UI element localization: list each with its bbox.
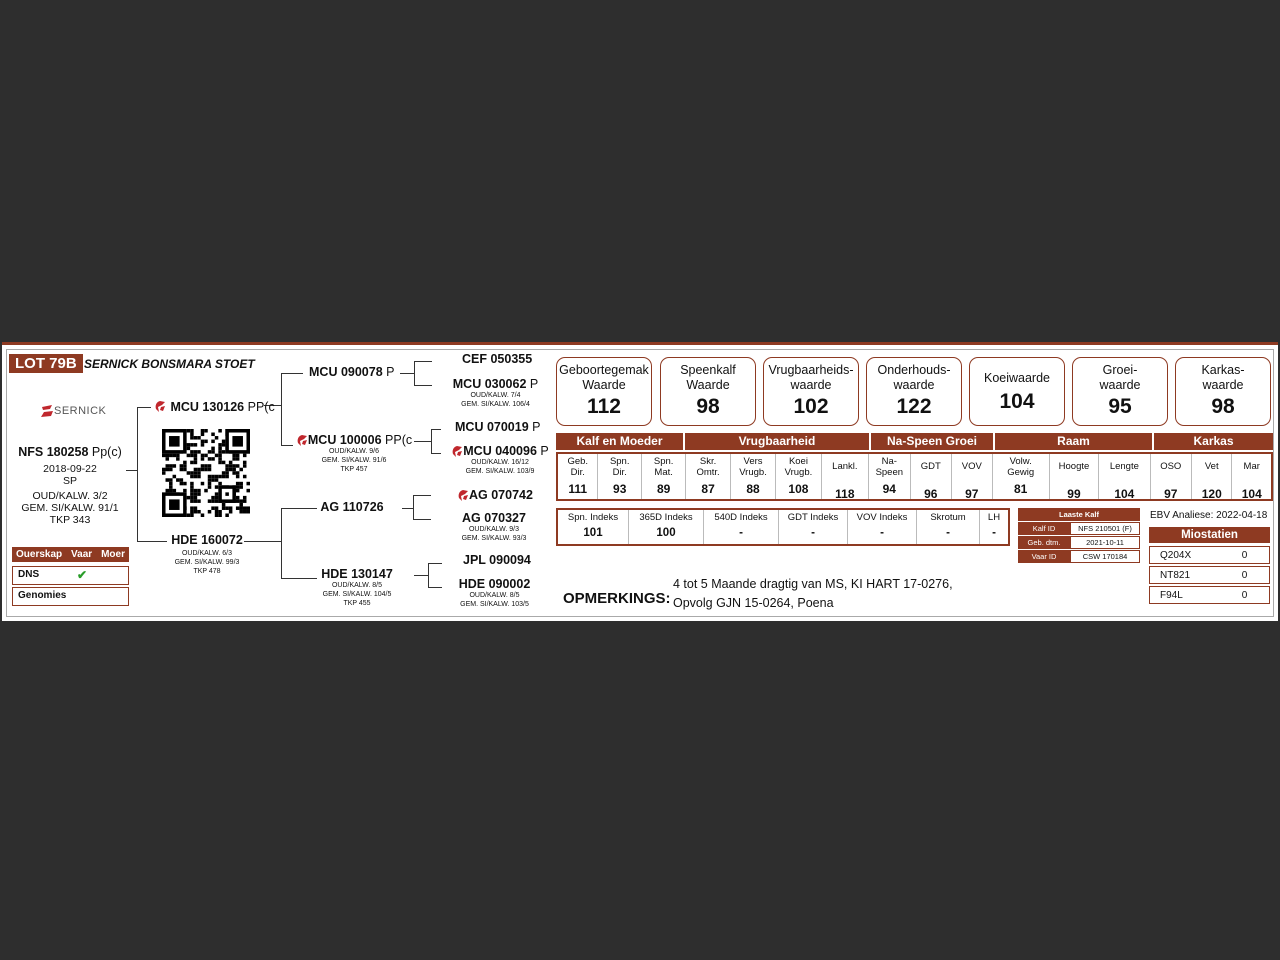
trait-label [1192,454,1231,487]
trait-label-line1: GDT [920,461,941,472]
dam-dam-line3: TKP 455 [343,600,371,607]
dam-line1: OUD/KALW. 6/3 [181,550,233,557]
trait-label [1151,454,1191,487]
trait-label [1099,454,1149,487]
gen3-sdd [444,444,556,476]
sire-dam-suffix: PP(c [385,433,413,447]
gen3-ddd-line1: OUD/KALW. 8/5 [469,592,520,599]
index-value: - [880,527,884,539]
ebv-box-label [867,363,961,393]
trait-label-line1: Spn. [609,456,630,467]
gen3-sds-suffix: P [532,420,541,434]
sire-dam [294,433,414,474]
trait-label [686,454,729,482]
trait-label [642,454,685,482]
trait-value: 97 [965,487,979,501]
index-label: GDT Indeks [787,512,839,523]
sire-sire-suffix: P [386,365,395,379]
group-vrugbaarheid: Vrugbaarheid [685,433,869,450]
ebv-label-line2: waarde [1202,378,1244,392]
trait-label-line2: Gewig [1007,467,1035,478]
trait-label-line2: Dir. [612,467,627,478]
trait-label [598,454,640,482]
ebv-analysis-date: EBV Analiese: 2022-04-18 [1150,510,1268,521]
index-cell [778,510,847,544]
index-row [556,508,1010,546]
animal-info [10,445,130,526]
trait-cell [910,454,951,499]
trait-value: 97 [1164,487,1178,501]
ownership-header [12,547,129,562]
gen3-ddd-line2: GEM. SI/KALW. 103/5 [460,601,529,608]
group-raam: Raam [995,433,1152,450]
myostatin-value: 0 [1241,569,1248,581]
sire-id: MCU 130126 [170,400,245,414]
ebv-box [1072,357,1168,426]
trait-cell [685,454,729,499]
gen3-sdd-line2: GEM. SI/KALW. 103/9 [465,468,535,475]
trait-value: 93 [613,482,627,496]
trait-value: 118 [835,487,855,501]
animal-tkp: TKP 343 [49,514,91,526]
trait-label-line1: Vet [1204,461,1219,472]
ebv-label-line1: Speenkalf [680,363,736,377]
ebv-label-line1: Geboortegemak [559,363,649,377]
ebv-label-line1: Karkas- [1201,363,1245,377]
trait-cell [558,454,597,499]
trait-value: 88 [746,482,760,496]
gen3-dsd-line2: GEM. SI/KALW. 93/3 [461,535,527,542]
ebv-box-value: 104 [999,390,1035,413]
gen3-dsd-id: AG 070327 [462,511,526,525]
trait-label [822,454,868,487]
trait-cell [951,454,991,499]
gen3-ssd-suffix: P [529,377,539,391]
gen3-ddd [447,577,542,609]
last-calf-key: Vaar ID [1018,550,1070,563]
last-calf-value: NFS 210501 (F) [1070,522,1140,535]
ebv-box-label [1176,363,1270,393]
trait-label-line1: Volw. [1009,456,1032,467]
ownership-label: DNS [18,569,40,580]
trait-cell [1150,454,1191,499]
last-calf-value: CSW 170184 [1070,550,1140,563]
ebv-box [763,357,859,426]
gen3-ssd-line2: GEM. SI/KALW. 106/4 [461,401,530,408]
lot-card [2,342,1278,621]
ebv-label-line1: Vrugbaarheids- [768,363,854,377]
trait-value: 81 [1013,482,1028,496]
trait-value: 87 [701,482,715,496]
last-calf-value: 2021-10-11 [1070,536,1140,549]
trait-label-line1: Na- [881,456,897,467]
ownership-col: Vaar [71,549,93,560]
group-kalf-en-moeder: Kalf en Moeder [556,433,683,450]
trait-label [558,454,597,482]
index-cell [979,510,1008,544]
trait-label-line2: Vrugb. [784,467,813,478]
ebv-box-value: 112 [587,395,621,418]
trait-label-line1: Lengte [1109,461,1139,472]
trait-label [1050,454,1098,487]
ebv-box-value: 102 [793,395,829,418]
myostatin-value: 0 [1241,589,1248,601]
animal-tag: SP [62,475,77,487]
gen3-dss-id: AG 070742 [469,488,533,502]
index-label: Spn. Indeks [567,512,619,523]
trait-value: 111 [568,482,588,496]
ebv-box-label [970,371,1064,386]
animal-suffix: Pp(c) [91,445,122,459]
trait-label [869,454,909,482]
ebv-box-value: 98 [1211,395,1235,418]
brand-name: SERNICK [54,405,107,417]
index-value: - [946,527,950,539]
trait-cell [1049,454,1098,499]
dam-id: HDE 160072 [171,533,243,547]
trait-label [1232,454,1271,487]
index-cell [916,510,979,544]
index-cell [628,510,703,544]
dam-dam-line2: GEM. SI/KALW. 104/5 [322,591,392,598]
animal-oud-kalw: OUD/KALW. 3/2 [32,490,108,502]
index-label: 365D Indeks [639,512,693,523]
trait-label [952,454,991,487]
trait-cell [992,454,1049,499]
gen3-sdd-suffix: P [540,444,549,458]
ebv-box-value: 98 [696,395,720,418]
index-label: LH [987,512,1001,523]
group-na-speen-groei: Na-Speen Groei [871,433,993,450]
dam-line3: TKP 478 [193,568,221,575]
myostatin-title: Miostatien [1149,527,1270,543]
trait-cell [641,454,685,499]
last-calf-rows [1018,522,1140,563]
remarks-line1: 4 tot 5 Maande dragtig van MS, KI HART 17-0276, [673,577,953,591]
brand-mark-icon [40,404,54,418]
ebv-label-line2: waarde [893,378,935,392]
ebv-label-line1: Koeiwaarde [983,371,1050,385]
gen3-sdd-id: MCU 040096 [463,444,537,458]
myostatin-row [1149,566,1270,584]
trait-label-line1: VOV [961,461,982,472]
index-value: 101 [583,527,603,539]
myostatin [1149,527,1270,604]
trait-label-line1: Mar [1243,461,1260,472]
ebv-box-value: 122 [896,395,932,418]
trait-label [776,454,820,482]
trait-cell [730,454,775,499]
ebv-box-label [1073,363,1167,393]
sire-sire-id: MCU 090078 [309,365,383,379]
last-calf-title: Laaste Kalf [1018,508,1140,521]
myostatin-marker: F94L [1160,589,1183,601]
brand-mark-icon [154,400,167,413]
myostatin-marker: NT821 [1160,569,1191,581]
ebv-box-value: 95 [1108,395,1132,418]
gen3-dds: JPL 090094 [463,553,531,567]
sire [154,400,275,414]
sire-dam-line2: GEM. SI/KALW. 91/6 [321,457,387,464]
sire-dam-line3: TKP 457 [340,466,368,473]
check-icon: ✔ [77,568,88,582]
ebv-box [866,357,962,426]
trait-label-line2: Mat. [654,467,673,478]
ebv-label-line2: waarde [1099,378,1141,392]
trait-label-line2: Dir. [570,467,585,478]
index-value: 100 [656,527,676,539]
ebv-label-line1: Groei- [1102,363,1138,377]
gen3-sdd-line1: OUD/KALW. 16/12 [471,459,529,466]
dam-sire-id: AG 110726 [320,500,384,514]
ebv-label-line1: Onderhouds- [877,363,951,377]
trait-value: 89 [656,482,671,496]
last-calf [1018,508,1140,563]
index-value: - [992,527,996,539]
ebv-box-label [557,363,651,393]
ebv-label-line2: Waarde [582,378,626,392]
index-label: VOV Indeks [856,512,908,523]
trait-label-line2: Omtr. [696,467,720,478]
myostatin-row [1149,586,1270,604]
trait-cell [775,454,820,499]
trait-label [731,454,775,482]
remarks-label: OPMERKINGS: [563,590,671,607]
trait-label-line1: OSO [1160,461,1182,472]
gen3-sds-id: MCU 070019 [455,420,529,434]
gen3-ddd-id: HDE 090002 [458,577,531,591]
group-karkas: Karkas [1154,433,1273,450]
last-calf-row [1018,550,1140,563]
remarks-text [673,575,953,613]
trait-label [993,454,1049,482]
gen3-ssd-id: MCU 030062 [452,377,527,391]
trait-cell [597,454,640,499]
sire-sire [309,365,394,379]
trait-value: 108 [788,482,809,496]
lot-badge: LOT 79B [9,354,83,373]
trait-label [911,454,951,487]
sire-dam-line1: OUD/KALW. 9/6 [328,448,380,455]
trait-cell [1098,454,1149,499]
myostatin-marker: Q204X [1160,549,1192,561]
index-value: - [739,527,743,539]
trait-label-line2: Speen [875,467,904,478]
trait-label-line1: Geb. [567,456,589,467]
sernick-logo [40,403,110,419]
trait-label-line2: Vrugb. [739,467,767,478]
last-calf-key: Kalf ID [1018,522,1070,535]
animal-gem: GEM. SI/KALW. 91/1 [21,502,119,514]
dam-dam-line1: OUD/KALW. 8/5 [331,582,383,589]
trait-label-line1: Skr. [699,456,717,467]
gen3-ssd-line1: OUD/KALW. 7/4 [470,392,521,399]
trait-value: 120 [1201,487,1222,501]
ownership-table [12,547,129,606]
ownership-col: Ouerskap [16,549,63,560]
trait-value: 104 [1114,487,1135,501]
gen3-dsd-line1: OUD/KALW. 9/3 [468,526,520,533]
trait-label-line1: Spn. [653,456,674,467]
trait-value: 96 [924,487,938,501]
trait-values-box [556,452,1273,501]
dam [152,533,262,576]
myostatin-value: 0 [1241,549,1248,561]
trait-value: 94 [882,482,896,496]
gen3-dss [457,488,533,502]
ebv-box-label [661,363,755,393]
brand-mark-icon [457,489,469,501]
trait-label-line1: Lankl. [832,461,858,472]
animal-dob: 2018-09-22 [43,463,97,475]
gen3-ssd [448,377,543,409]
ebv-box [556,357,652,426]
trait-cell [1191,454,1231,499]
animal-id-line [10,445,130,459]
gen3-dsd [448,511,540,543]
trait-values [558,454,1271,499]
animal-id: NFS 180258 [18,445,89,459]
ebv-box-label [764,363,858,393]
index-cell [703,510,778,544]
trait-label-line1: Vers [743,456,763,467]
index-cell [847,510,916,544]
qr-code-icon[interactable] [162,429,250,517]
ebv-box [660,357,756,426]
dam-dam [307,567,407,608]
index-label: Skrotum [930,512,966,523]
trait-cell [1231,454,1271,499]
last-calf-key: Geb. dtm. [1018,536,1070,549]
trait-label-line1: Koei [788,456,808,467]
ownership-row-genomies [12,587,129,606]
ownership-label: Genomies [18,590,67,601]
trait-cell [821,454,868,499]
ebv-label-line2: Waarde [686,378,730,392]
remarks-line2: Opvolg GJN 15-0264, Poena [673,596,834,610]
index-cell [558,510,628,544]
index-value: - [811,527,815,539]
sire-suffix: PP(c [247,400,275,414]
myostatin-rows [1149,546,1270,604]
last-calf-row [1018,536,1140,549]
last-calf-row [1018,522,1140,535]
trait-label-line1: Hoogte [1058,461,1090,472]
ebv-box [969,357,1065,426]
brand-mark-icon [296,434,308,446]
ebv-label-line2: waarde [790,378,832,392]
ownership-row-dns [12,566,129,585]
dam-dam-id: HDE 130147 [321,567,393,581]
index-label: 540D Indeks [714,512,768,523]
gen3-sss: CEF 050355 [462,352,533,366]
trait-cell [868,454,909,499]
trait-value: 104 [1241,487,1262,501]
trait-value: 99 [1067,487,1081,501]
brand-mark-icon [451,445,463,457]
gen3-sds [455,420,540,434]
ownership-col: Moer [101,549,125,560]
ebv-box [1175,357,1271,426]
dam-line2: GEM. SI/KALW. 99/3 [174,559,240,566]
sire-dam-id: MCU 100006 [307,433,382,447]
stud-title: SERNICK BONSMARA STOET [84,357,255,371]
myostatin-row [1149,546,1270,564]
